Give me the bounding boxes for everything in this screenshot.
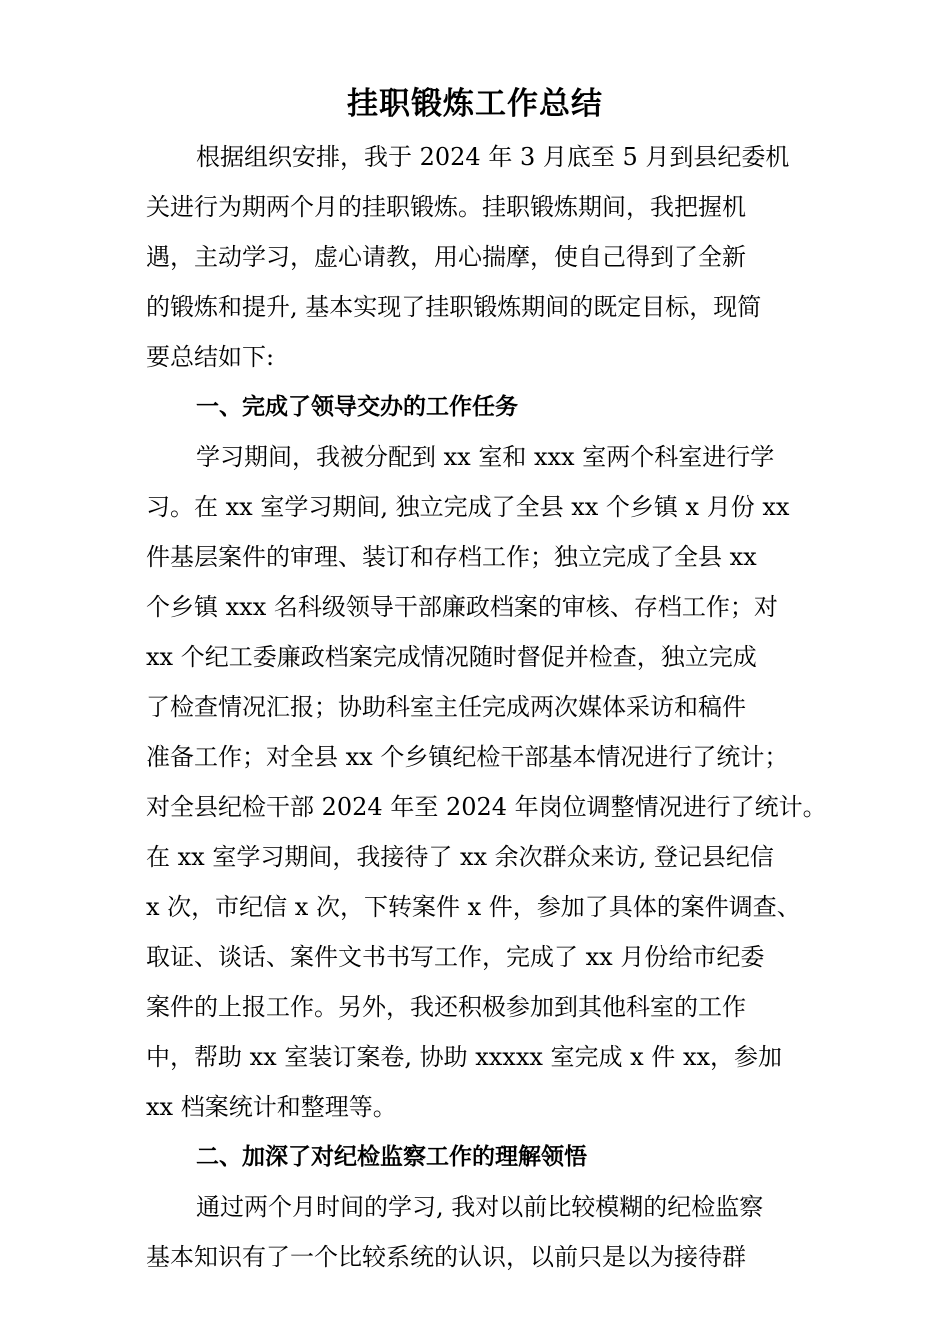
section-heading: 二、加深了对纪检监察工作的理解领悟 — [196, 1144, 587, 1170]
body-line: 要总结如下: — [146, 343, 275, 371]
body-line: 对全县纪检干部 2024 年至 2024 年岗位调整情况进行了统计。 — [146, 793, 827, 821]
body-line: 习。在 xx 室学习期间, 独立完成了全县 xx 个乡镇 x 月份 xx — [146, 493, 790, 521]
body-line: 遇，主动学习，虚心请教，用心揣摩，使自己得到了全新 — [146, 243, 746, 271]
body-line: 件基层案件的审理、装订和存档工作；独立完成了全县 xx — [146, 543, 757, 571]
body-line: 中，帮助 xx 室装订案卷, 协助 xxxxx 室完成 x 件 xx，参加 — [146, 1043, 783, 1071]
body-line: xx 档案统计和整理等。 — [146, 1093, 397, 1121]
body-line: 基本知识有了一个比较系统的认识，以前只是以为接待群 — [146, 1243, 746, 1271]
body-line: 准备工作；对全县 xx 个乡镇纪检干部基本情况进行了统计； — [146, 743, 789, 771]
body-line: 通过两个月时间的学习, 我对以前比较模糊的纪检监察 — [196, 1193, 764, 1221]
body-line: 根据组织安排，我于 2024 年 3 月底至 5 月到县纪委机 — [196, 143, 790, 171]
body-line: 的锻炼和提升, 基本实现了挂职锻炼期间的既定目标，现简 — [146, 293, 762, 321]
body-line: 在 xx 室学习期间，我接待了 xx 余次群众来访, 登记县纪信 — [146, 843, 774, 871]
body-line: 学习期间，我被分配到 xx 室和 xxx 室两个科室进行学 — [196, 443, 775, 471]
body-line: 取证、谈话、案件文书书写工作，完成了 xx 月份给市纪委 — [146, 943, 765, 971]
section-heading: 一、完成了领导交办的工作任务 — [196, 394, 518, 420]
body-line: 个乡镇 xxx 名科级领导干部廉政档案的审核、存档工作；对 — [146, 593, 778, 621]
body-line: 关进行为期两个月的挂职锻炼。挂职锻炼期间，我把握机 — [146, 193, 746, 221]
body-line: 案件的上报工作。另外，我还积极参加到其他科室的工作 — [146, 993, 746, 1021]
body-line: x 次，市纪信 x 次，下转案件 x 件，参加了具体的案件调查、 — [146, 893, 801, 921]
body-line: 了检查情况汇报；协助科室主任完成两次媒体采访和稿件 — [146, 693, 746, 721]
body-line: xx 个纪工委廉政档案完成情况随时督促并检查，独立完成 — [146, 643, 757, 671]
document-title: 挂职锻炼工作总结 — [347, 86, 603, 122]
